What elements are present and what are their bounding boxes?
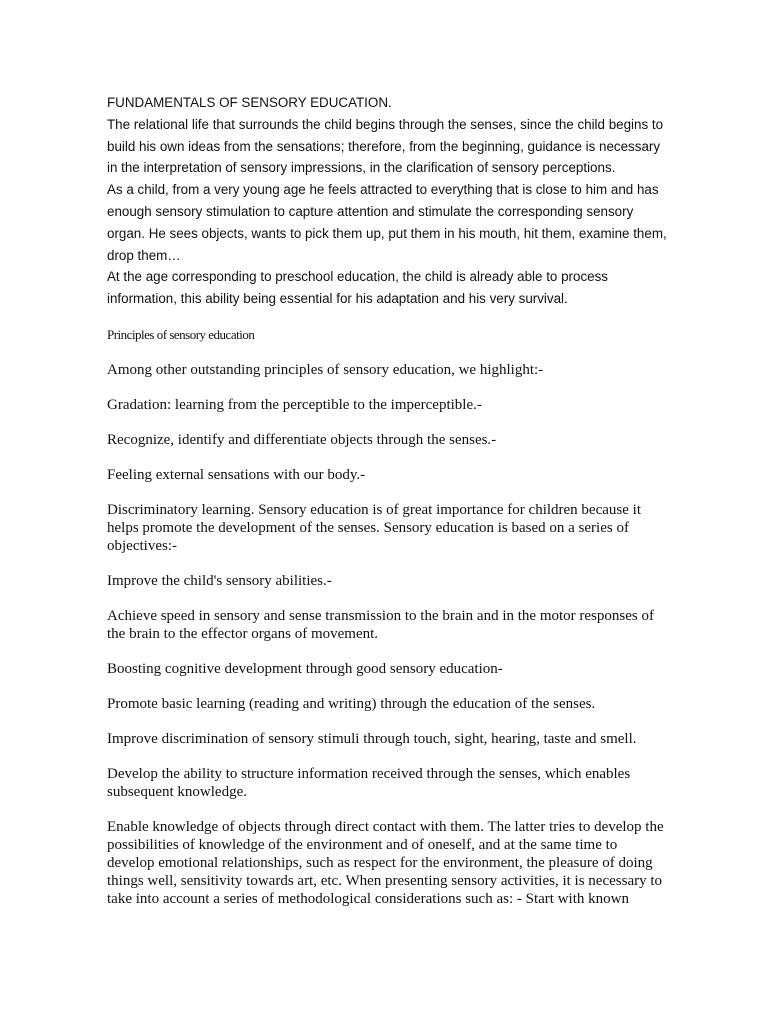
body-paragraph: Feeling external sensations with our body.- — [107, 466, 366, 483]
body-paragraph: Enable knowledge of objects through direct contact with them. The latter tries to develop the possibilities of knowledge of the environment and of oneself, and at the same time to develop emotional relationships, such as respect for the environment, the pleasure of doing things well, sensitivity towards art, etc. When presenting sensory activities, it is necessary to take into account a series of methodological considerations such as: - Start with known — [107, 818, 664, 907]
intro-paragraph: As a child, from a very young age he feels attracted to everything that is close to him and has enough sensory stimulation to capture attention and stimulate the corresponding sensory organ. He sees objects, wants to pick them up, put them in his mouth, hit them, examine them, drop them… — [107, 182, 667, 263]
document-page — [107, 92, 667, 908]
body-paragraph: Achieve speed in sensory and sense transmission to the brain and in the motor responses of the brain to the effector organs of movement. — [107, 607, 654, 642]
body-paragraph: Among other outstanding principles of sensory education, we highlight:- — [107, 361, 544, 378]
body-paragraph: Develop the ability to structure information received through the senses, which enables subsequent knowledge. — [107, 765, 631, 800]
body-paragraph: Improve discrimination of sensory stimuli through touch, sight, hearing, taste and smell. — [107, 730, 637, 747]
intro-paragraph: At the age corresponding to preschool education, the child is already able to process information, this ability being essential for his adaptation and his very survival. — [107, 269, 608, 307]
body-paragraph: Promote basic learning (reading and writing) through the education of the senses. — [107, 695, 596, 712]
intro-paragraph: The relational life that surrounds the child begins through the senses, since the child begins to build his own ideas from the sensations; therefore, from the beginning, guidance is necessary in the interpretation of sensory impressions, in the clarification of sensory perceptions. — [107, 116, 664, 176]
body-paragraph: Improve the child's sensory abilities.- — [107, 572, 332, 589]
document-title: FUNDAMENTALS OF SENSORY EDUCATION. — [107, 95, 392, 110]
body-paragraph: Boosting cognitive development through good sensory education- — [107, 660, 503, 677]
body-paragraph: Gradation: learning from the perceptible to the imperceptible.- — [107, 396, 482, 413]
body-paragraph: Recognize, identify and differentiate objects through the senses.- — [107, 431, 497, 448]
body-paragraph: Discriminatory learning. Sensory education is of great importance for children because it helps promote the development of the senses. Sensory education is based on a series of objectives:- — [107, 501, 641, 554]
section-heading: Principles of sensory education — [107, 326, 255, 342]
